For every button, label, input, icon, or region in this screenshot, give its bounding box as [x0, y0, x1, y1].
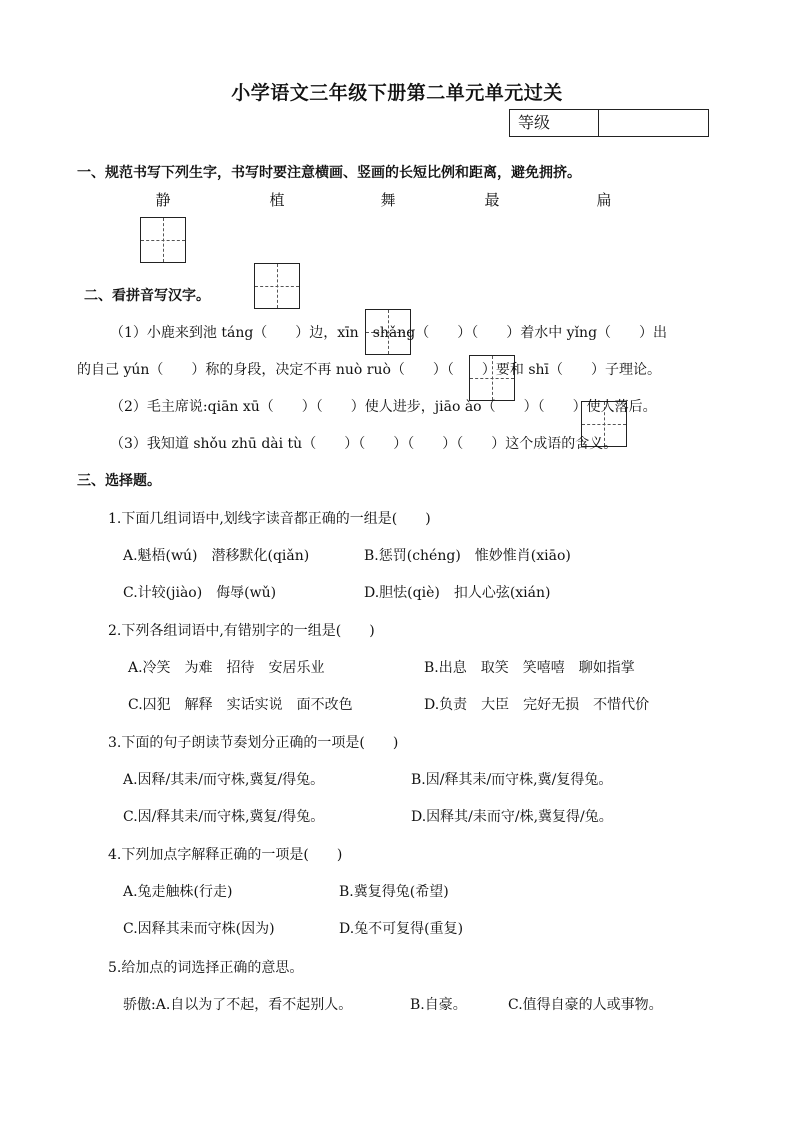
option[interactable]: A.魁梧(wú) 潜移默化(qiǎn): [123, 548, 310, 564]
option[interactable]: C.因释其耒而守株(因为): [123, 921, 275, 937]
page-title: 小学语文三年级下册第二单元单元过关: [231, 82, 563, 104]
option[interactable]: C.囚犯 解释 实话实说 面不改色: [128, 697, 353, 713]
section2-heading: 二、看拼音写汉字。: [84, 288, 210, 304]
question: 2.下列各组词语中,有错别字的一组是( ): [108, 623, 375, 639]
option[interactable]: D.胆怯(qiè) 扣人心弦(xián): [364, 585, 551, 601]
option[interactable]: C.值得自豪的人或事物。: [508, 997, 663, 1013]
writing-grid-box[interactable]: [140, 217, 186, 263]
section1-heading: 一、规范书写下列生字，书写时要注意横画、竖画的长短比例和距离，避免拥挤。: [77, 165, 581, 181]
char-label: 最: [484, 191, 500, 209]
question: 5.给加点的词选择正确的意思。: [108, 960, 304, 976]
char-label: 扁: [596, 191, 612, 209]
option[interactable]: B.自豪。: [410, 997, 467, 1013]
option[interactable]: A.冷笑 为难 招待 安居乐业: [128, 660, 325, 676]
pinyin-line: （1）小鹿来到池 táng（ ）边，xīn shǎng（ ）（ ）着水中 yǐng（ ）出: [110, 325, 668, 341]
char-label: 植: [269, 191, 285, 209]
option[interactable]: B.惩罚(chéng) 惟妙惟肖(xiāo): [364, 548, 571, 564]
option[interactable]: C.因/释其耒/而守株,冀复/得兔。: [123, 809, 325, 825]
pinyin-line: 的自己 yún（ ）称的身段，决定不再 nuò ruò（ ）（ ）要和 shī（ ）子理论。: [77, 362, 662, 378]
question: 4.下列加点字解释正确的一项是( ): [108, 847, 343, 863]
option[interactable]: B.冀复得兔(希望): [339, 884, 449, 900]
option[interactable]: C.计较(jiào) 侮辱(wǔ): [123, 585, 277, 601]
option[interactable]: B.因/释其耒/而守株,冀/复得兔。: [411, 772, 613, 788]
option[interactable]: D.负责 大臣 完好无损 不惜代价: [424, 697, 650, 713]
option[interactable]: A.因释/其耒/而守株,冀复/得兔。: [123, 772, 325, 788]
option[interactable]: B.出息 取笑 笑嘻嘻 聊如指掌: [424, 660, 635, 676]
pinyin-line: （3）我知道 shǒu zhū dài tù（ ）（ ）（ ）（ ）这个成语的含义。: [110, 436, 618, 452]
grade-box: [509, 109, 709, 137]
question: 1.下面几组词语中,划线字读音都正确的一组是( ): [108, 511, 431, 527]
section3-heading: 三、选择题。: [77, 473, 161, 489]
pinyin-line: （2）毛主席说:qiān xū（ ）（ ）使人进步，jiāo ào（ ）（ ）使人落后。: [110, 399, 657, 415]
grade-value-field[interactable]: [599, 110, 708, 136]
grade-label: 等级: [510, 110, 599, 136]
char-label: 舞: [380, 191, 396, 209]
char-label: 静: [155, 191, 171, 209]
option[interactable]: 骄傲:A.自以为了不起，看不起别人。: [123, 997, 353, 1013]
option[interactable]: D.因释其/耒而守/株,冀复得/兔。: [411, 809, 613, 825]
option[interactable]: A.兔走触株(行走): [123, 884, 233, 900]
option[interactable]: D.兔不可复得(重复): [339, 921, 464, 937]
question: 3.下面的句子朗读节奏划分正确的一项是( ): [108, 735, 399, 751]
writing-grid-box[interactable]: [254, 263, 300, 309]
